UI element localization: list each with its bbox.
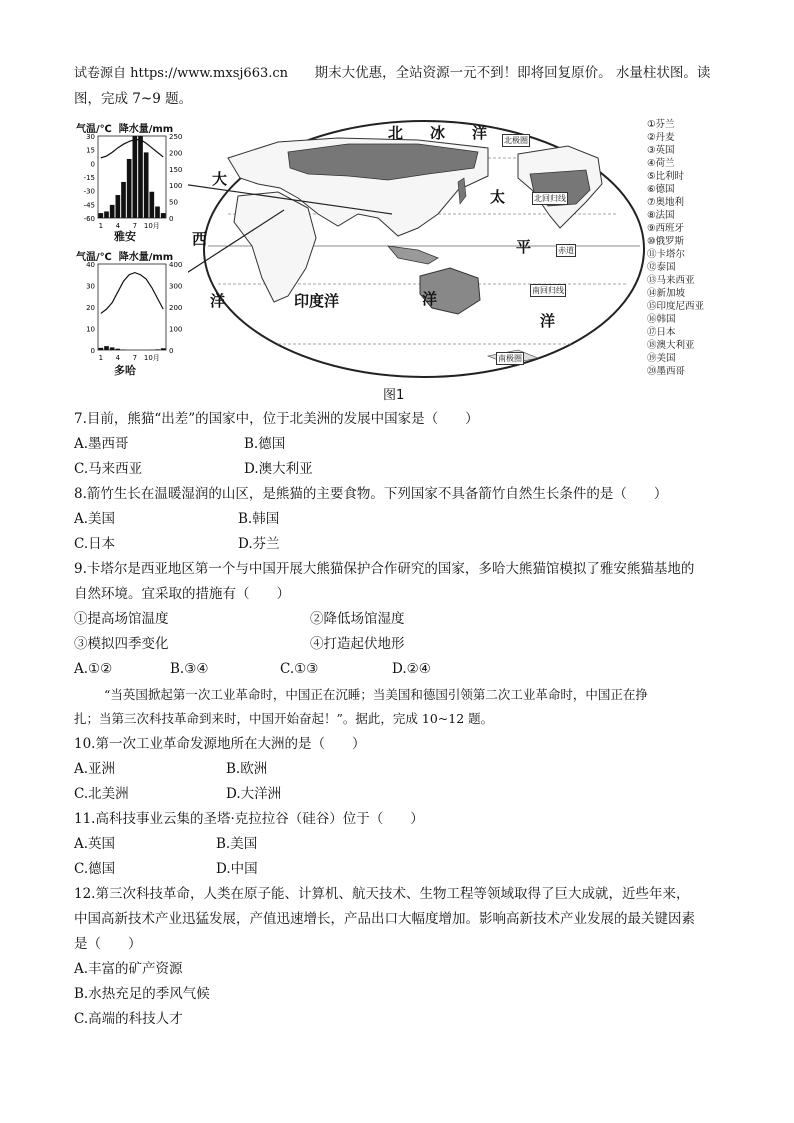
- label-tropic-s: 南回归线: [532, 286, 564, 295]
- q9-item-4: ④打造起伏地形: [310, 636, 405, 652]
- legend-item: ③英国: [647, 145, 675, 156]
- temp-tick-label: 0: [90, 160, 95, 169]
- legend-item: ⑩俄罗斯: [647, 236, 685, 247]
- legend-item: ⑮印度尼西亚: [647, 301, 705, 312]
- legend-item: ⑱澳大利亚: [647, 340, 695, 351]
- passage-line-2: 扎；当第三次科技革命到来时，中国开始奋起！”。据此，完成 10~12 题。: [74, 711, 494, 726]
- ocean-label-yang: 洋: [472, 124, 488, 142]
- ocean-label-xi: 西: [192, 230, 208, 248]
- precip-bar: [138, 136, 143, 218]
- precip-tick-label: 0: [169, 215, 174, 223]
- q8-option-b[interactable]: B.韩国: [238, 511, 280, 527]
- q7-stem: 7.目前，熊猫“出差”的国家中，位于北美洲的发展中国家是（ ）: [74, 411, 479, 427]
- precip-tick-label: 250: [169, 133, 183, 141]
- ocean-label-tai: 太: [490, 188, 506, 206]
- q11-option-a[interactable]: A.英国: [74, 836, 116, 852]
- precip-bar: [99, 213, 104, 218]
- q9-item-2: ②降低场馆湿度: [310, 611, 405, 627]
- precip-tick-label: 200: [169, 149, 183, 158]
- ocean-label-yang2: 洋: [540, 312, 556, 330]
- q12-stem-1: 12.第三次科技革命，人类在原子能、计算机、航天技术、生物工程等领域取得了巨大成就，近些年来，: [74, 886, 690, 902]
- legend-item: ⑪卡塔尔: [647, 249, 686, 260]
- q7-option-c[interactable]: C.马来西亚: [74, 461, 143, 477]
- legend-item: ①芬兰: [647, 119, 675, 130]
- q9-stem-2: 自然环境。宜采取的措施有（ ）: [74, 586, 290, 602]
- ocean-label-ping: 平: [516, 238, 532, 256]
- temp-tick-label: -60: [83, 215, 95, 223]
- precip-tick-label: 150: [169, 165, 183, 174]
- temp-tick-label: 30: [86, 133, 95, 141]
- month-tick-label: 1: [98, 222, 104, 230]
- q11-option-d[interactable]: D.中国: [216, 861, 258, 877]
- intro-tail: 水量柱状图。读: [615, 65, 711, 81]
- q8-option-a[interactable]: A.美国: [74, 511, 116, 527]
- precip-tick-label: 400: [169, 261, 183, 269]
- precip-bar: [144, 152, 149, 218]
- precip-tick-label: 100: [169, 325, 183, 334]
- temp-tick-label: 20: [86, 304, 95, 312]
- plot-frame: [98, 136, 166, 218]
- precip-bar: [110, 205, 115, 218]
- q10-option-a[interactable]: A.亚洲: [74, 761, 116, 777]
- q9-stem-1: 9.卡塔尔是西亚地区第一个与中国开展大熊猫保护合作研究的国家，多哈大熊猫馆模拟了雅安熊猫基地的: [74, 561, 695, 577]
- legend-item: ⑳墨西哥: [647, 366, 686, 377]
- q9-option-c[interactable]: C.①③: [280, 661, 319, 677]
- month-tick-label: 10月: [143, 222, 160, 230]
- month-tick-label: 10月: [143, 354, 160, 362]
- temp-tick-label: 0: [90, 347, 95, 355]
- ocean-label-indian: 印度洋: [294, 292, 340, 310]
- legend-item: ⑤比利时: [647, 171, 685, 182]
- chart1-station: 雅安: [114, 230, 136, 243]
- legend-item: ④荷兰: [647, 158, 675, 169]
- ocean-label-da: 大: [212, 170, 228, 188]
- q9-option-d[interactable]: D.②④: [392, 661, 431, 677]
- q12-option-a[interactable]: A.丰富的矿产资源: [74, 961, 183, 977]
- ocean-label-yang4: 洋: [422, 290, 438, 308]
- chart1-svg: [70, 132, 200, 232]
- temp-curve: [101, 273, 163, 314]
- q8-option-d[interactable]: D.芬兰: [238, 536, 280, 552]
- chart2-svg: [70, 260, 200, 364]
- legend-item: ⑬马来西亚: [647, 275, 695, 286]
- figure-1: [70, 116, 730, 382]
- precip-bar: [104, 211, 109, 218]
- precip-bar: [104, 346, 109, 350]
- temp-tick-label: 40: [86, 261, 95, 269]
- temp-tick-label: -45: [83, 201, 95, 210]
- figure-caption: 图1: [383, 388, 405, 403]
- precip-bar: [155, 349, 160, 350]
- ocean-label-bei: 北: [388, 124, 404, 142]
- precip-bar: [150, 192, 155, 218]
- legend-item: ⑯韩国: [647, 314, 676, 325]
- chart1-axis-titles: 气温/℃ 降水量/mm: [76, 124, 174, 135]
- temp-tick-label: -30: [83, 187, 95, 196]
- precip-tick-label: 0: [169, 347, 174, 355]
- intro-line-1: [74, 64, 710, 83]
- temp-curve: [101, 140, 163, 158]
- passage-line-1: “当英国掀起第一次工业革命时，中国正在沉睡；当美国和德国引领第二次工业革命时，中国正在挣: [104, 687, 648, 702]
- q12-option-b[interactable]: B.水热充足的季风气候: [74, 986, 210, 1002]
- q12-option-c[interactable]: C.高端的科技人才: [74, 1011, 183, 1027]
- temp-tick-label: -15: [83, 174, 95, 182]
- precip-bar: [155, 207, 160, 218]
- month-tick-label: 1: [98, 354, 104, 362]
- precip-tick-label: 100: [169, 182, 183, 191]
- ocean-label-yang3: 洋: [210, 292, 226, 310]
- precip-bar: [121, 182, 126, 218]
- precip-bar: [116, 195, 121, 218]
- precip-tick-label: 200: [169, 304, 183, 312]
- q8-stem: 8.箭竹生长在温暖湿润的山区，是熊猫的主要食物。下列国家不具备箭竹自然生长条件的是（ ）: [74, 486, 668, 502]
- month-tick-label: 7: [132, 222, 138, 230]
- precip-tick-label: 300: [169, 282, 183, 291]
- q10-stem: 10.第一次工业革命发源地所在大洲的是（ ）: [74, 736, 366, 752]
- q9-option-a[interactable]: A.①②: [74, 661, 113, 677]
- chart2-axis-titles: 气温/℃ 降水量/mm: [76, 252, 174, 263]
- legend-item: ⑰日本: [647, 327, 676, 338]
- q10-option-b[interactable]: B.欧洲: [226, 761, 268, 777]
- q10-option-c[interactable]: C.北美洲: [74, 786, 129, 802]
- precip-bar: [116, 349, 121, 350]
- month-tick-label: 4: [115, 354, 121, 362]
- temp-tick-label: 30: [86, 282, 95, 291]
- q8-option-c[interactable]: C.日本: [74, 536, 116, 552]
- intro-line-2: 图，完成 7~9 题。: [74, 91, 193, 107]
- label-south-pole: 南极圈: [498, 354, 522, 363]
- promo-text: 期末大优惠，全站资源一元不到！即将回复原价。: [314, 65, 612, 81]
- label-equator: 赤道: [558, 246, 574, 255]
- legend-item: ⑫泰国: [647, 262, 676, 273]
- temp-tick-label: 15: [86, 146, 95, 155]
- precip-bar: [99, 348, 104, 350]
- q9-option-b[interactable]: B.③④: [170, 661, 209, 677]
- q11-option-b[interactable]: B.美国: [216, 836, 258, 852]
- legend-item: ⑨西班牙: [647, 223, 685, 234]
- q7-option-a[interactable]: A.墨西哥: [74, 436, 129, 452]
- precip-bar: [161, 348, 166, 350]
- precip-bar: [127, 159, 132, 218]
- q7-option-d[interactable]: D.澳大利亚: [244, 461, 313, 477]
- temp-tick-label: 10: [86, 325, 95, 334]
- source-text: 试卷源自 https://www.mxsj663.cn: [74, 66, 289, 81]
- q12-stem-2: 中国高新技术产业迅猛发展，产值迅速增长，产品出口大幅度增加。影响高新技术产业发展的最关键因素: [74, 911, 695, 927]
- precip-bar: [133, 136, 138, 218]
- q11-stem: 11.高科技事业云集的圣塔·克拉拉谷（硅谷）位于（ ）: [74, 811, 424, 827]
- legend-item: ⑥德国: [647, 184, 675, 195]
- month-tick-label: 4: [115, 222, 121, 230]
- q9-item-3: ③模拟四季变化: [74, 636, 169, 652]
- q9-item-1: ①提高场馆温度: [74, 611, 169, 627]
- legend-item: ⑦奥地利: [647, 197, 685, 208]
- world-map: [188, 118, 648, 380]
- precip-tick-label: 50: [169, 198, 178, 207]
- legend-item: ⑭新加坡: [647, 288, 686, 299]
- precip-bar: [161, 213, 166, 218]
- legend-item: ⑧法国: [647, 210, 675, 221]
- ocean-label-bing: 冰: [430, 124, 446, 142]
- label-tropic-n: 北回归线: [534, 194, 566, 203]
- precip-bar: [110, 347, 115, 350]
- q10-option-d[interactable]: D.大洋洲: [226, 786, 282, 802]
- month-tick-label: 7: [132, 354, 138, 362]
- q11-option-c[interactable]: C.德国: [74, 861, 116, 877]
- label-north-pole: 北极圈: [504, 136, 528, 145]
- q12-stem-3: 是（ ）: [74, 936, 142, 952]
- legend-item: ②丹麦: [647, 132, 675, 143]
- chart2-station: 多哈: [114, 364, 136, 377]
- legend-item: ⑲美国: [647, 353, 676, 364]
- q7-option-b[interactable]: B.德国: [244, 436, 286, 452]
